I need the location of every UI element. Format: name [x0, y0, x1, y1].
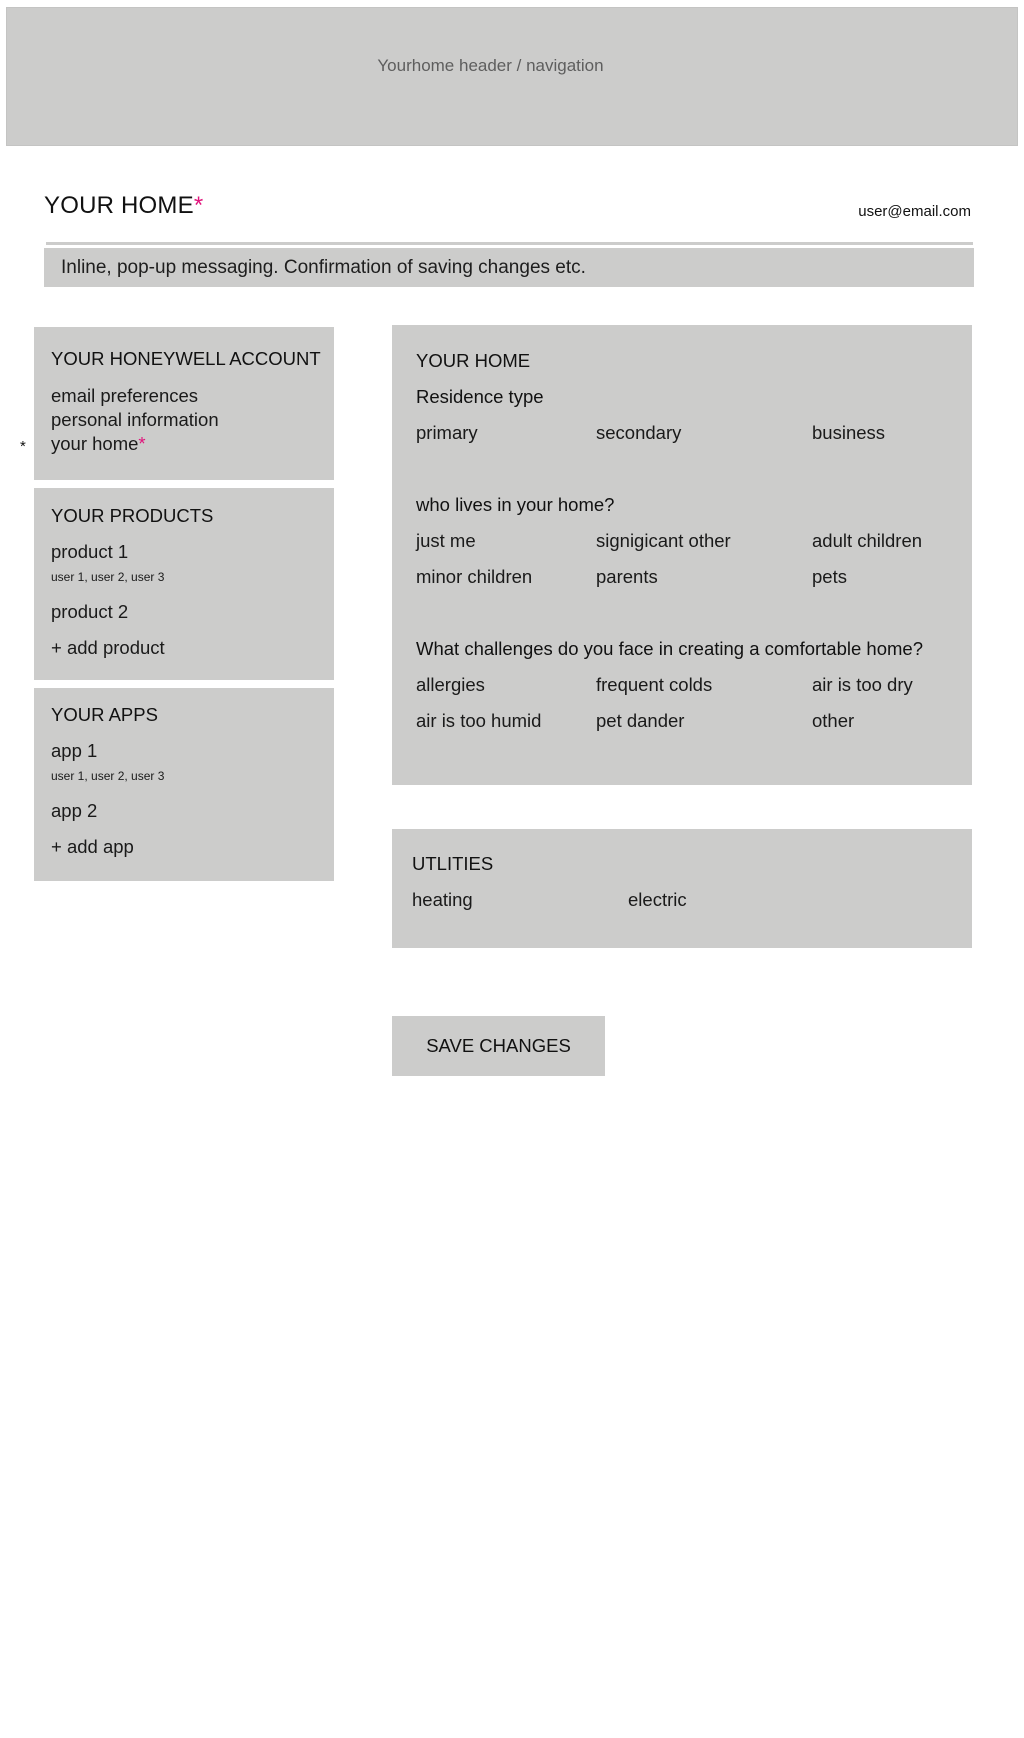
divider: [46, 242, 973, 245]
sidebar-item-your-home-label: your home: [51, 433, 139, 454]
residence-option-primary[interactable]: primary: [416, 422, 478, 443]
home-panel-title: YOUR HOME: [416, 350, 531, 371]
residence-option-secondary[interactable]: secondary: [596, 422, 682, 443]
add-product-button[interactable]: + add product: [51, 637, 165, 658]
inline-message-text: Inline, pop-up messaging. Confirmation of saving changes etc.: [61, 256, 586, 278]
home-details-panel: [392, 325, 972, 785]
occupant-option-minor-children[interactable]: minor children: [416, 566, 533, 587]
challenges-question: What challenges do you face in creating a comfortable home?: [416, 638, 923, 659]
occupant-option-significant-other[interactable]: signigicant other: [596, 530, 731, 551]
challenge-option-allergies[interactable]: allergies: [416, 674, 485, 695]
sidebar-item-personal-information[interactable]: personal information: [51, 409, 219, 430]
utilities-panel-title: UTLITIES: [412, 853, 494, 874]
product-item-2[interactable]: product 2: [51, 601, 129, 622]
products-panel: [34, 488, 334, 680]
required-marker: *: [193, 192, 204, 219]
account-panel-title: YOUR HONEYWELL ACCOUNT: [51, 348, 321, 369]
apps-panel-title: YOUR APPS: [51, 704, 158, 725]
occupant-option-adult-children[interactable]: adult children: [812, 530, 923, 551]
app-item-2[interactable]: app 2: [51, 800, 98, 821]
header-placeholder-text: Yourhome header / navigation: [377, 55, 604, 75]
app-item-1-users: user 1, user 2, user 3: [51, 769, 165, 783]
sidebar-item-email-preferences[interactable]: email preferences: [51, 385, 199, 406]
product-item-1[interactable]: product 1: [51, 541, 129, 562]
challenge-option-air-too-dry[interactable]: air is too dry: [812, 674, 913, 695]
apps-panel: [34, 688, 334, 881]
challenge-option-air-too-humid[interactable]: air is too humid: [416, 710, 542, 731]
page-title-text: YOUR HOME: [44, 192, 194, 219]
user-email[interactable]: user@email.com: [858, 203, 971, 220]
utility-option-electric[interactable]: electric: [628, 889, 687, 910]
sidebar-item-your-home[interactable]: [51, 433, 146, 455]
active-nav-marker: *: [20, 438, 26, 455]
challenge-option-frequent-colds[interactable]: frequent colds: [596, 674, 713, 695]
challenge-option-other[interactable]: other: [812, 710, 855, 731]
save-changes-button[interactable]: SAVE CHANGES: [392, 1016, 605, 1076]
challenge-option-pet-dander[interactable]: pet dander: [596, 710, 685, 731]
add-app-button[interactable]: + add app: [51, 836, 134, 857]
required-marker: *: [138, 433, 146, 454]
utilities-panel: [392, 829, 972, 948]
occupant-option-parents[interactable]: parents: [596, 566, 658, 587]
app-item-1[interactable]: app 1: [51, 740, 98, 761]
product-item-1-users: user 1, user 2, user 3: [51, 570, 165, 584]
utility-option-heating[interactable]: heating: [412, 889, 473, 910]
inline-message-bar: [44, 248, 974, 287]
residence-type-question: Residence type: [416, 386, 544, 407]
site-header-placeholder: [6, 7, 1018, 146]
occupants-question: who lives in your home?: [416, 494, 615, 515]
account-panel: [34, 327, 334, 480]
page-title: [44, 192, 203, 220]
occupant-option-pets[interactable]: pets: [812, 566, 847, 587]
residence-option-business[interactable]: business: [812, 422, 886, 443]
products-panel-title: YOUR PRODUCTS: [51, 505, 214, 526]
occupant-option-just-me[interactable]: just me: [416, 530, 476, 551]
